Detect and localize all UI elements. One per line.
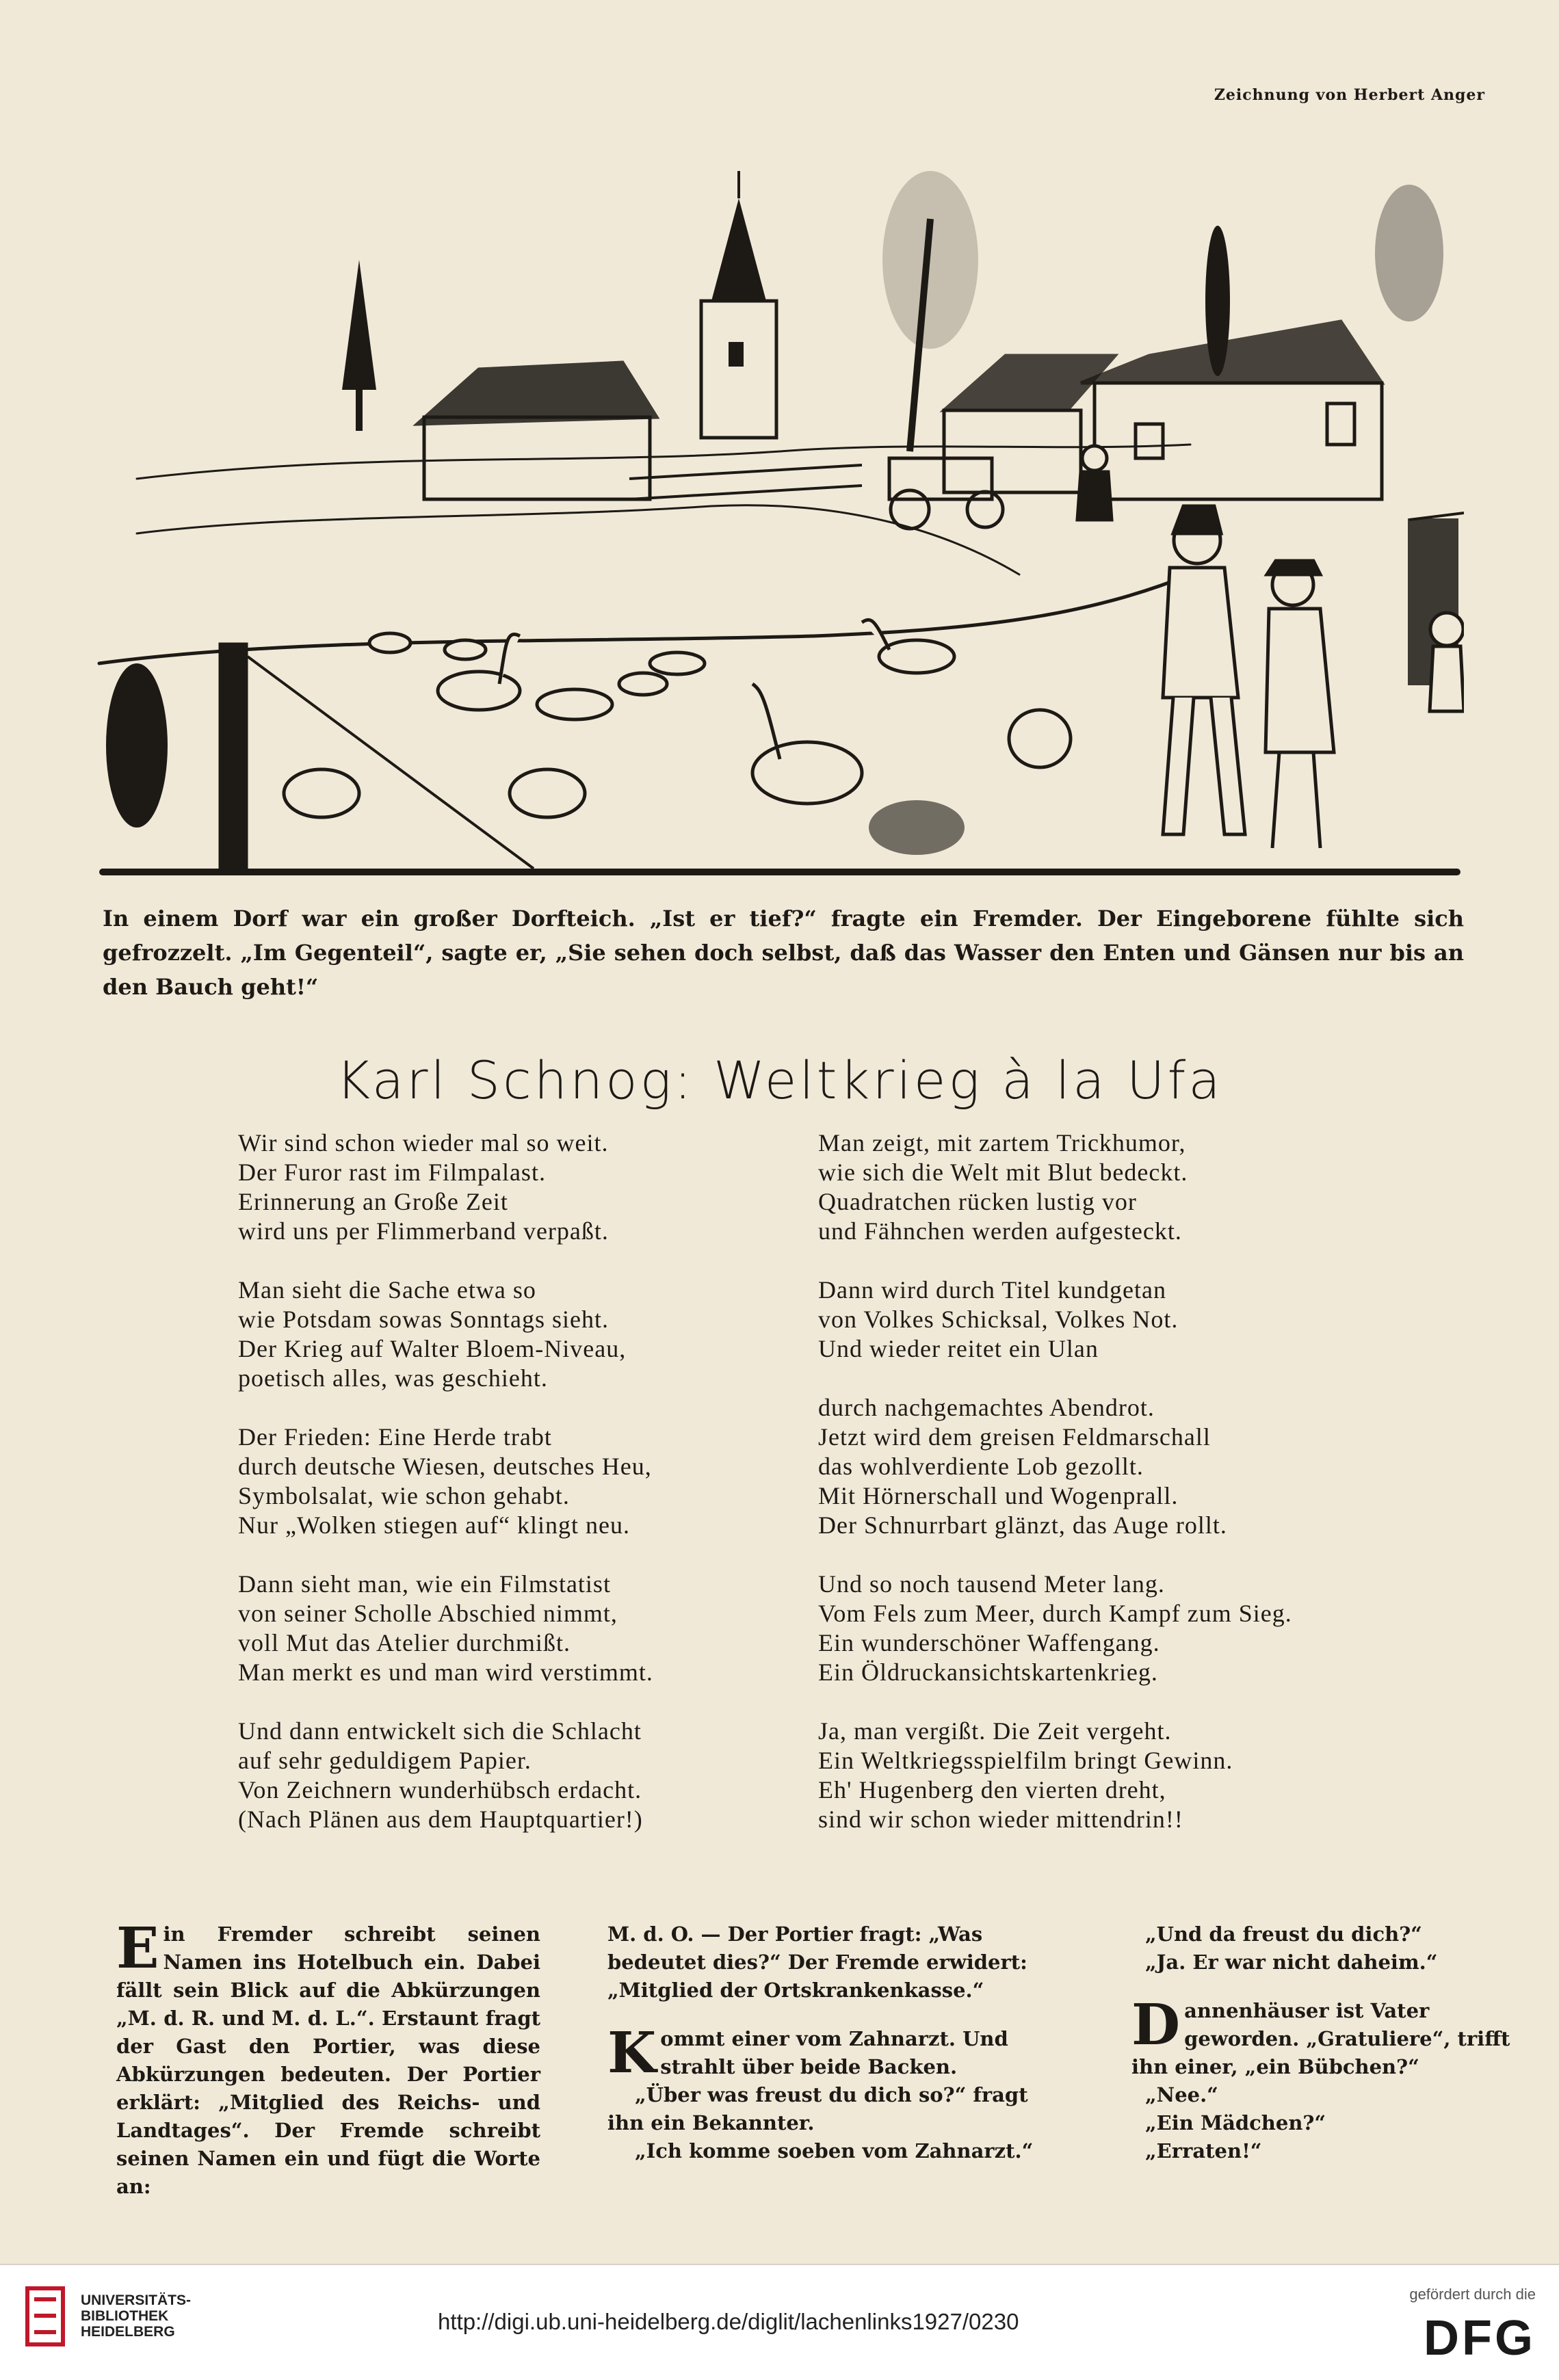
poem-line: Man merkt es und man wird verstimmt. bbox=[238, 1658, 653, 1686]
stanza bbox=[238, 1423, 772, 1540]
poem-line: Ein Weltkriegsspielfilm bringt Gewinn. bbox=[818, 1747, 1233, 1774]
poem-line: Der Schnurrbart glänzt, das Auge rollt. bbox=[818, 1511, 1227, 1539]
anecdote-column-3 bbox=[1131, 1920, 1515, 2165]
waterfowl bbox=[284, 620, 1071, 817]
poem-line: Und wieder reitet ein Ulan bbox=[818, 1335, 1099, 1362]
poem-line: Quadratchen rücken lustig vor bbox=[818, 1188, 1137, 1215]
institution-line: UNIVERSITÄTS- bbox=[81, 2292, 192, 2308]
poem-line: Jetzt wird dem greisen Feldmarschall bbox=[818, 1423, 1211, 1451]
anecdote-text: in Fremder schreibt seinen Namen ins Hotelbuch ein. Dabei fällt sein Blick auf die Abkürzungen „M. d. R. und M. d. L.“. Erstaunt fragt der Gast den Portier, was diese Abkürzungen bedeuten. Der Portier erklärt: „Mitglied des Reichs- und Landtages“. Der Fremde schreibt seinen Namen ein und fügt die Worte an: bbox=[116, 1922, 540, 2198]
poem-line: Ein Öldruckansichtskartenkrieg. bbox=[818, 1658, 1158, 1686]
anecdote-text: ommt einer vom Zahnarzt. Und strahlt über beide Backen. bbox=[660, 2027, 1008, 2078]
poem-line: Mit Hörnerschall und Wogenprall. bbox=[818, 1482, 1179, 1509]
poem-line: durch deutsche Wiesen, deutsches Heu, bbox=[238, 1453, 652, 1480]
anecdote-paragraph bbox=[1131, 1992, 1515, 2081]
poem-line: Erinnerung an Große Zeit bbox=[238, 1188, 508, 1215]
drop-cap: E bbox=[116, 1916, 159, 1981]
illustration-caption: In einem Dorf war ein großer Dorfteich. „Ist er tief?“ fragte ein Fremder. Der Eingeborene fühlte sich gefrozzelt. „Im Gegenteil“, sagte er, „Sie sehen doch selbst, daß das Wasser den Enten und Gänsen nur bis an den Bauch geht!“ bbox=[103, 905, 1464, 1000]
poem-line: sind wir schon wieder mittendrin!! bbox=[818, 1806, 1183, 1833]
poem-line: Symbolsalat, wie schon gehabt. bbox=[238, 1482, 570, 1509]
stanza bbox=[238, 1717, 772, 1834]
houses bbox=[417, 321, 1382, 499]
institution-name[interactable] bbox=[81, 2292, 191, 2340]
stanza bbox=[238, 1128, 772, 1246]
poem-line: durch nachgemachtes Abendrot. bbox=[818, 1394, 1155, 1421]
institution-line: BIBLIOTHEK bbox=[81, 2308, 169, 2324]
anecdote-column-1 bbox=[116, 1916, 540, 2201]
poem-line: Wir sind schon wieder mal so weit. bbox=[238, 1129, 609, 1156]
drop-cap: K bbox=[607, 2020, 657, 2086]
stanza bbox=[818, 1717, 1434, 1834]
institution-line: HEIDELBERG bbox=[81, 2324, 175, 2340]
poem-column-left bbox=[238, 1128, 772, 1864]
poem-line: Ja, man vergißt. Die Zeit vergeht. bbox=[818, 1717, 1172, 1745]
anecdote-text: M. d. O. — Der Portier fragt: „Was bedeutet dies?“ Der Fremde erwidert: „Mitglied der Ortskrankenkasse.“ bbox=[607, 1922, 1027, 2002]
anecdote-text: „Nee.“ bbox=[1145, 2083, 1218, 2106]
stanza bbox=[818, 1570, 1434, 1687]
poem-line: Ein wunderschöner Waffengang. bbox=[818, 1629, 1160, 1656]
poem-line: Dann sieht man, wie ein Filmstatist bbox=[238, 1570, 611, 1598]
poem-line: Der Furor rast im Filmpalast. bbox=[238, 1159, 546, 1186]
anecdote-text: „Erraten!“ bbox=[1145, 2139, 1262, 2163]
poem-line: Vom Fels zum Meer, durch Kampf zum Sieg. bbox=[818, 1600, 1292, 1627]
poem-line: das wohlverdiente Lob gezollt. bbox=[818, 1453, 1144, 1480]
stanza bbox=[238, 1570, 772, 1687]
anecdote-text: „Ja. Er war nicht daheim.“ bbox=[1145, 1951, 1438, 1974]
poem-line: von Volkes Schicksal, Volkes Not. bbox=[818, 1306, 1179, 1333]
poem-line: voll Mut das Atelier durchmißt. bbox=[238, 1629, 571, 1656]
poem-line: poetisch alles, was geschieht. bbox=[238, 1364, 548, 1392]
viewer-footer bbox=[0, 2264, 1559, 2380]
poem-line: Eh' Hugenberg den vierten dreht, bbox=[818, 1776, 1166, 1803]
poem-line: wie Potsdam sowas Sonntags sieht. bbox=[238, 1306, 609, 1333]
poem-line: Man zeigt, mit zartem Trickhumor, bbox=[818, 1129, 1186, 1156]
stanza bbox=[238, 1275, 772, 1393]
university-library-logo-icon[interactable] bbox=[25, 2286, 66, 2347]
illustration-credit: Zeichnung von Herbert Anger bbox=[1214, 86, 1485, 104]
poem-line: Nur „Wolken stiegen auf“ klingt neu. bbox=[238, 1511, 630, 1539]
poem-line: Dann wird durch Titel kundgetan bbox=[818, 1276, 1166, 1304]
anecdote-column-2 bbox=[607, 1920, 1045, 2165]
stanza bbox=[818, 1128, 1434, 1246]
poem-title: Karl Schnog: Weltkrieg à la Ufa bbox=[336, 1050, 1223, 1111]
poem-line: und Fähnchen werden aufgesteckt. bbox=[818, 1217, 1182, 1245]
dfg-logo[interactable]: DFG bbox=[1424, 2311, 1536, 2366]
anecdote-text: annenhäuser ist Vater geworden. „Gratuliere“, trifft ihn einer, „ein Bübchen?“ bbox=[1131, 1999, 1510, 2078]
stanza bbox=[818, 1275, 1434, 1364]
anecdote-text: „Und da freust du dich?“ bbox=[1145, 1922, 1422, 1946]
poem-line: wie sich die Welt mit Blut bedeckt. bbox=[818, 1159, 1188, 1186]
drop-cap: D bbox=[1131, 1992, 1181, 2058]
poem-line: Und dann entwickelt sich die Schlacht bbox=[238, 1717, 642, 1745]
permalink-url[interactable]: http://digi.ub.uni-heidelberg.de/diglit/lachenlinks1927/0230 bbox=[438, 2309, 1019, 2334]
figures bbox=[1077, 446, 1464, 848]
poem-line: wird uns per Flimmerband verpaßt. bbox=[238, 1217, 609, 1245]
anecdote-text: „Ein Mädchen?“ bbox=[1145, 2111, 1326, 2134]
anecdote-paragraph bbox=[607, 2020, 1045, 2086]
poem-line: Von Zeichnern wunderhübsch erdacht. bbox=[238, 1776, 642, 1803]
church-tower bbox=[701, 171, 776, 438]
anecdote-text: „Ich komme soeben vom Zahnarzt.“ bbox=[635, 2139, 1034, 2163]
poem-line: Der Krieg auf Walter Bloem-Niveau, bbox=[238, 1335, 627, 1362]
anecdote-text: „Über was freust du dich so?“ fragt ihn ein Bekannter. bbox=[607, 2083, 1028, 2134]
funding-note: gefördert durch die bbox=[1409, 2286, 1536, 2303]
poem-line: Man sieht die Sache etwa so bbox=[238, 1276, 536, 1304]
poem-column-right bbox=[818, 1128, 1434, 1864]
poem-line: (Nach Plänen aus dem Hauptquartier!) bbox=[238, 1806, 643, 1833]
stanza bbox=[818, 1393, 1434, 1540]
poem-line: von seiner Scholle Abschied nimmt, bbox=[238, 1600, 618, 1627]
poem-line: Und so noch tausend Meter lang. bbox=[818, 1570, 1165, 1598]
poem-line: auf sehr geduldigem Papier. bbox=[238, 1747, 532, 1774]
poem-line: Der Frieden: Eine Herde trabt bbox=[238, 1423, 552, 1451]
village-pond-illustration bbox=[96, 96, 1464, 879]
